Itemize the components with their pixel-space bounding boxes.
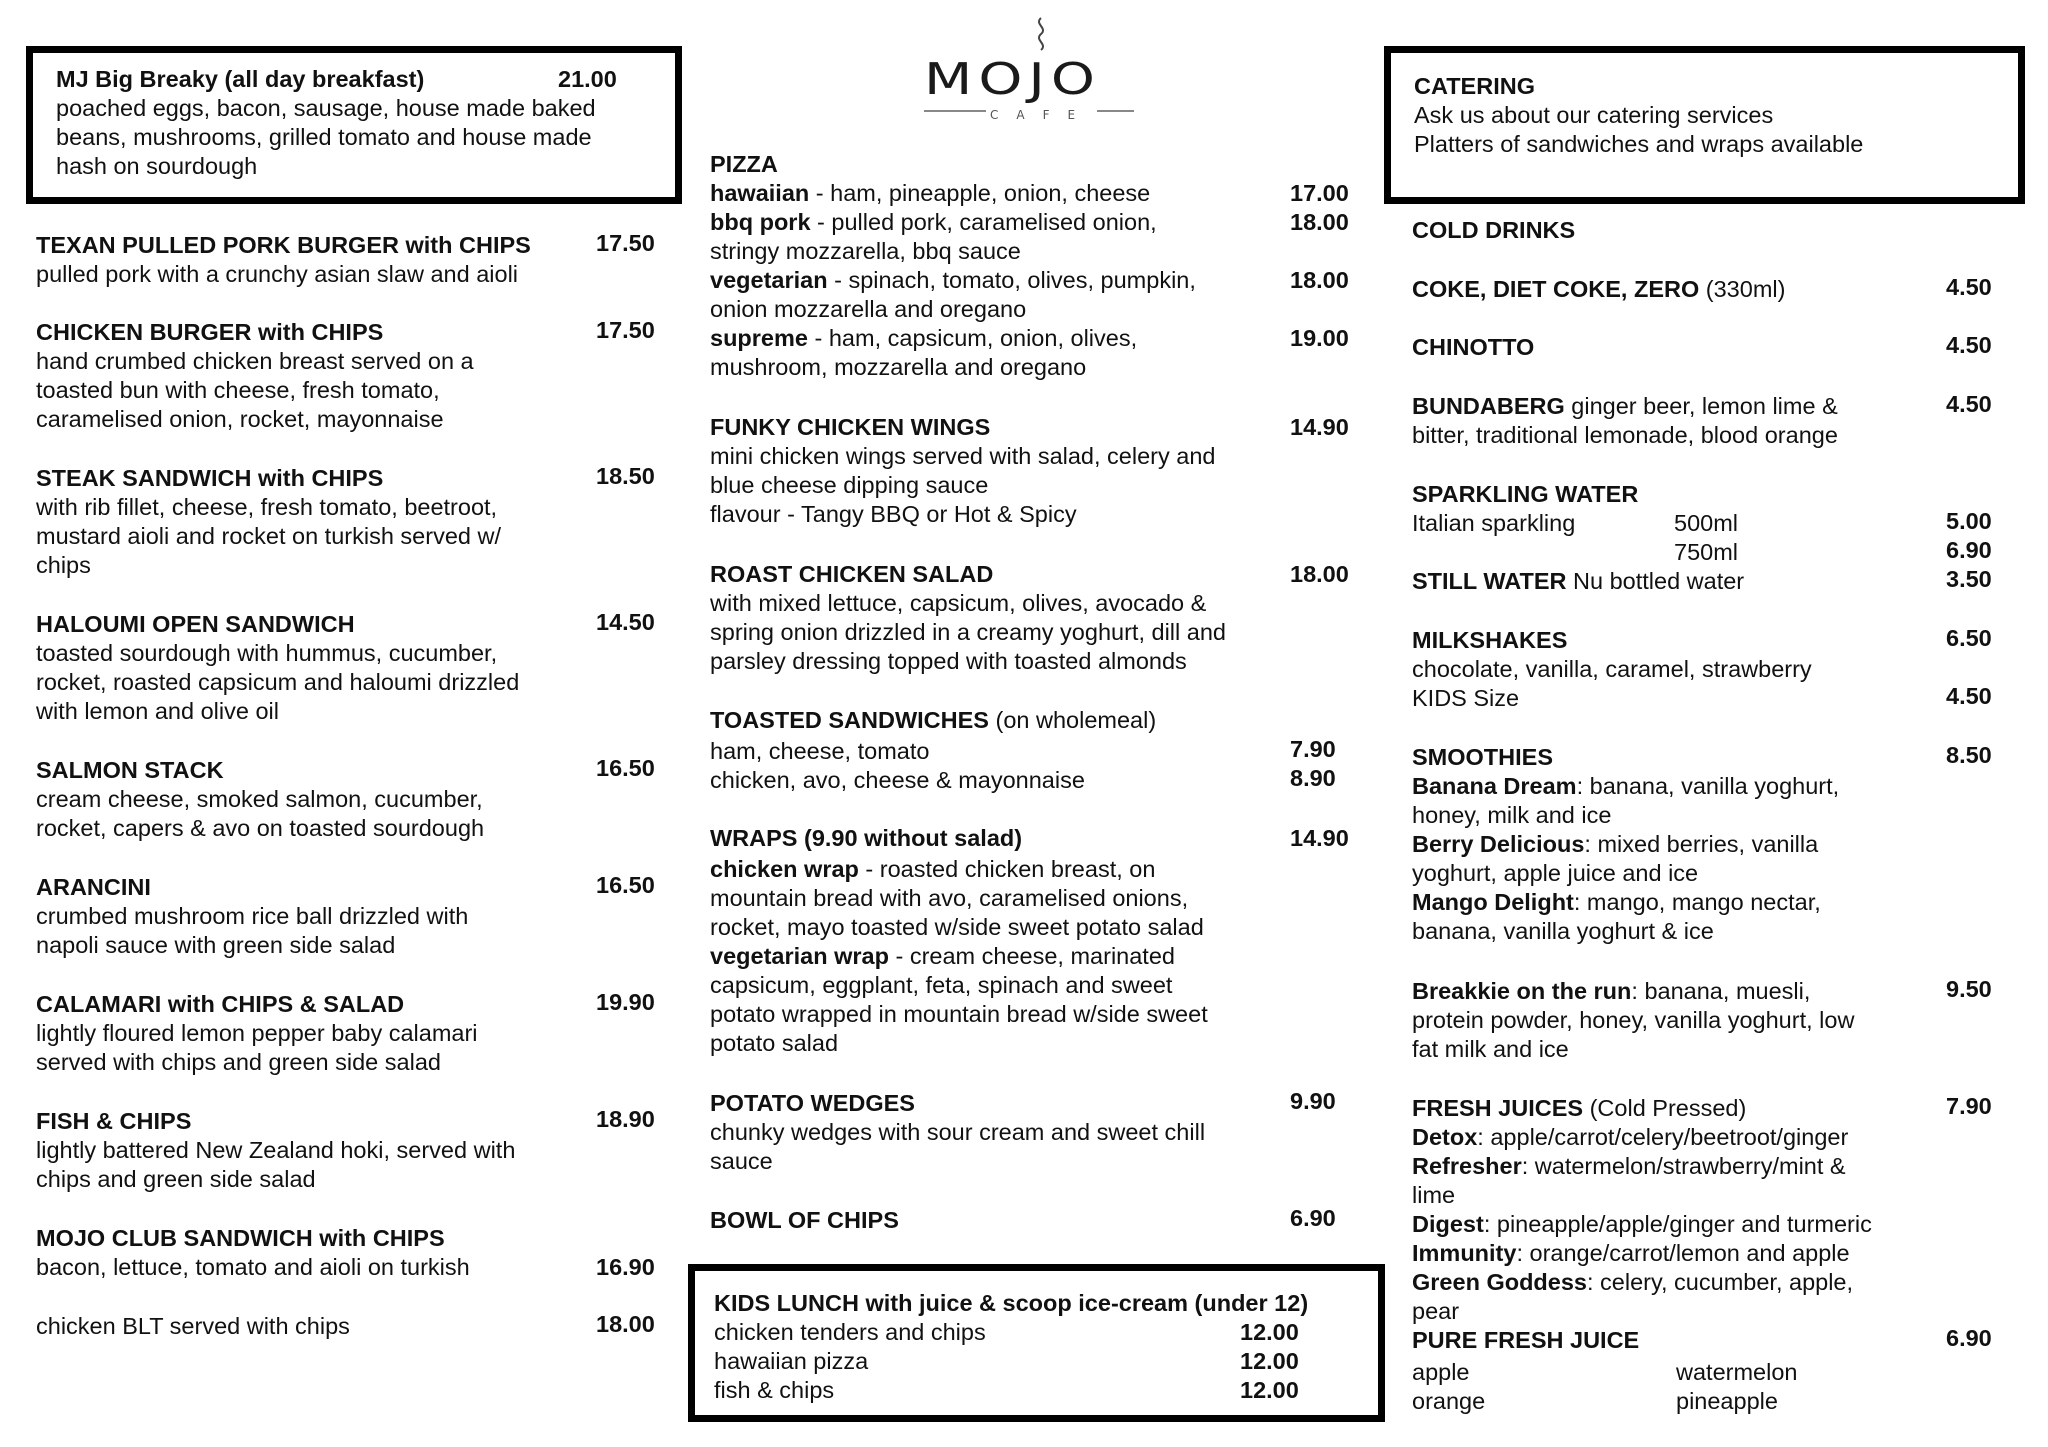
drink-desc: KIDS Size — [1412, 685, 1520, 711]
menu-item-desc: flavour - Tangy BBQ or Hot & Spicy — [710, 501, 1077, 527]
menu-item-price: 8.90 — [1290, 765, 1336, 791]
menu-item-desc: spring onion drizzled in a creamy yoghurt, dill and — [710, 619, 1226, 645]
menu-item-price: 16.50 — [596, 872, 655, 898]
drink-name: BUNDABERG — [1412, 393, 1565, 419]
section-header: PIZZA — [710, 151, 778, 177]
breakfast-desc: hash on sourdough — [56, 153, 258, 179]
pizza-desc: - ham, capsicum, onion, olives, — [807, 325, 1138, 351]
wrap-desc: potato salad — [710, 1030, 839, 1056]
pure-juice-option: apple — [1412, 1359, 1470, 1385]
menu-item-desc: toasted sourdough with hummus, cucumber, — [36, 640, 498, 666]
breakfast-title: MJ Big Breaky (all day breakfast) — [56, 66, 425, 92]
kids-item: hawaiian pizza — [714, 1348, 869, 1374]
drink-name: STILL WATER — [1412, 568, 1567, 594]
menu-item-desc: pulled pork with a crunchy asian slaw and aioli — [36, 261, 519, 287]
pure-juice-option: watermelon — [1676, 1359, 1798, 1385]
menu-item-price: 7.90 — [1290, 736, 1336, 762]
smoothie-desc: : banana, vanilla yoghurt, — [1576, 773, 1840, 799]
drink-size: 500ml — [1674, 510, 1739, 536]
kids-item: fish & chips — [714, 1377, 835, 1403]
pizza-item — [710, 324, 1137, 354]
menu-item-desc: with lemon and olive oil — [36, 698, 279, 724]
menu-item-desc: ham, cheese, tomato — [710, 738, 930, 764]
juice-desc: : watermelon/strawberry/mint & — [1521, 1153, 1846, 1179]
menu-item-price: 19.90 — [596, 989, 655, 1015]
drink-item — [1412, 1094, 1746, 1124]
drink-note: ginger beer, lemon lime & — [1564, 393, 1838, 419]
smoothie-item — [1412, 888, 1821, 918]
juice-name: Detox — [1412, 1124, 1478, 1150]
pizza-desc: - ham, pineapple, onion, cheese — [809, 180, 1151, 206]
logo-wordmark: MOJO — [924, 54, 1101, 105]
menu-item-desc: chunky wedges with sour cream and sweet chill — [710, 1119, 1206, 1145]
smoothie-name: Banana Dream — [1412, 773, 1577, 799]
juice-name: Immunity — [1412, 1240, 1517, 1266]
menu-item-price: 18.50 — [596, 463, 655, 489]
drink-price: 3.50 — [1946, 566, 1992, 592]
juice-item — [1412, 1210, 1872, 1240]
menu-item-price: 14.90 — [1290, 414, 1349, 440]
breakfast-desc: poached eggs, bacon, sausage, house made baked — [56, 95, 596, 121]
menu-item-price: 17.50 — [596, 317, 655, 343]
menu-item-name: ROAST CHICKEN SALAD — [710, 561, 994, 587]
drink-price: 4.50 — [1946, 274, 1992, 300]
menu-item-desc: with mixed lettuce, capsicum, olives, avocado & — [710, 590, 1207, 616]
menu-item-name: MOJO CLUB SANDWICH with CHIPS — [36, 1225, 445, 1251]
menu-item-price: 18.00 — [1290, 561, 1349, 587]
kids-title: KIDS LUNCH with juice & scoop ice-cream (under 12) — [714, 1290, 1309, 1316]
menu-item-name: FISH & CHIPS — [36, 1108, 192, 1134]
menu-item-price: 16.50 — [596, 755, 655, 781]
drink-note: (330ml) — [1699, 276, 1786, 302]
smoothie-desc: yoghurt, apple juice and ice — [1412, 860, 1699, 886]
smoothie-desc: honey, milk and ice — [1412, 802, 1612, 828]
pizza-name: hawaiian — [710, 180, 810, 206]
pure-juice-option: pineapple — [1676, 1388, 1778, 1414]
drink-price: 9.50 — [1946, 976, 1992, 1002]
juice-item — [1412, 1239, 1850, 1269]
drink-desc: protein powder, honey, vanilla yoghurt, low — [1412, 1007, 1855, 1033]
menu-item-name: HALOUMI OPEN SANDWICH — [36, 611, 355, 637]
drink-price: 6.50 — [1946, 625, 1992, 651]
menu-item-price: 14.50 — [596, 609, 655, 635]
kids-price: 12.00 — [1240, 1319, 1299, 1345]
drink-price: 6.90 — [1946, 1325, 1992, 1351]
drink-note: Nu bottled water — [1566, 568, 1745, 594]
drink-price: 4.50 — [1946, 391, 1992, 417]
juice-name: Refresher — [1412, 1153, 1522, 1179]
pizza-desc: - pulled pork, caramelised onion, — [810, 209, 1157, 235]
menu-item-desc: mustard aioli and rocket on turkish served w/ — [36, 523, 501, 549]
pizza-price: 18.00 — [1290, 209, 1349, 235]
menu-item-desc: bacon, lettuce, tomato and aioli on turkish — [36, 1254, 470, 1280]
wrap-desc: mountain bread with avo, caramelised onions, — [710, 885, 1189, 911]
drink-desc: bitter, traditional lemonade, blood orange — [1412, 422, 1838, 448]
pizza-price: 19.00 — [1290, 325, 1349, 351]
menu-item-name: SALMON STACK — [36, 757, 224, 783]
wrap-name: vegetarian wrap — [710, 943, 889, 969]
drink-name: FRESH JUICES — [1412, 1095, 1584, 1121]
drink-desc: : banana, muesli, — [1631, 978, 1811, 1004]
menu-item-desc: served with chips and green side salad — [36, 1049, 441, 1075]
menu-item-name: BOWL OF CHIPS — [710, 1207, 899, 1233]
pizza-desc: mushroom, mozzarella and oregano — [710, 354, 1087, 380]
menu-item-name: STEAK SANDWICH with CHIPS — [36, 465, 384, 491]
menu-item-price: 9.90 — [1290, 1088, 1336, 1114]
menu-item-name: TEXAN PULLED PORK BURGER with CHIPS — [36, 232, 531, 258]
catering-line: Ask us about our catering services — [1414, 102, 1774, 128]
juice-desc: lime — [1412, 1182, 1456, 1208]
smoothie-desc: : mango, mango nectar, — [1573, 889, 1821, 915]
menu-item-name: POTATO WEDGES — [710, 1090, 915, 1116]
drink-desc: chocolate, vanilla, caramel, strawberry — [1412, 656, 1812, 682]
juice-item — [1412, 1268, 1853, 1298]
menu-item-name: ARANCINI — [36, 874, 151, 900]
menu-item-desc: chips — [36, 552, 91, 578]
pizza-price: 17.00 — [1290, 180, 1349, 206]
drink-name: PURE FRESH JUICE — [1412, 1327, 1640, 1353]
menu-item-name: WRAPS (9.90 without salad) — [710, 825, 1023, 851]
drink-item — [1412, 567, 1744, 597]
juice-item — [1412, 1123, 1848, 1153]
pizza-desc: stringy mozzarella, bbq sauce — [710, 238, 1021, 264]
pizza-item — [710, 266, 1196, 296]
menu-item-desc: toasted bun with cheese, fresh tomato, — [36, 377, 440, 403]
wrap-desc: potato wrapped in mountain bread w/side sweet — [710, 1001, 1208, 1027]
menu-item-desc: crumbed mushroom rice ball drizzled with — [36, 903, 469, 929]
pizza-desc: - spinach, tomato, olives, pumpkin, — [827, 267, 1196, 293]
drink-name: SMOOTHIES — [1412, 744, 1554, 770]
wrap-desc: - cream cheese, marinated — [888, 943, 1175, 969]
drink-note: (Cold Pressed) — [1583, 1095, 1747, 1121]
smoothie-desc: : mixed berries, vanilla — [1584, 831, 1819, 857]
wrap-desc: capsicum, eggplant, feta, spinach and sweet — [710, 972, 1173, 998]
kids-price: 12.00 — [1240, 1377, 1299, 1403]
juice-desc: : celery, cucumber, apple, — [1587, 1269, 1854, 1295]
smoothie-item — [1412, 772, 1839, 802]
smoothie-desc: banana, vanilla yoghurt & ice — [1412, 918, 1714, 944]
menu-item-price: 18.90 — [596, 1106, 655, 1132]
pizza-name: supreme — [710, 325, 808, 351]
menu-item-price: 18.00 — [596, 1311, 655, 1337]
drink-item — [1412, 275, 1785, 305]
menu-item-desc: napoli sauce with green side salad — [36, 932, 396, 958]
smoothie-name: Mango Delight — [1412, 889, 1574, 915]
catering-title: CATERING — [1414, 73, 1535, 99]
smoothie-item — [1412, 830, 1818, 860]
menu-item-desc: caramelised onion, rocket, mayonnaise — [36, 406, 444, 432]
menu-item-desc: lightly floured lemon pepper baby calamari — [36, 1020, 478, 1046]
kids-item: chicken tenders and chips — [714, 1319, 986, 1345]
pizza-item — [710, 179, 1150, 209]
juice-desc: pear — [1412, 1298, 1460, 1324]
menu-item-desc: hand crumbed chicken breast served on a — [36, 348, 474, 374]
wrap-desc: - roasted chicken breast, on — [858, 856, 1156, 882]
juice-name: Green Goddess — [1412, 1269, 1587, 1295]
pizza-desc: onion mozzarella and oregano — [710, 296, 1027, 322]
breakfast-desc: beans, mushrooms, grilled tomato and house made — [56, 124, 592, 150]
menu-item-desc: sauce — [710, 1148, 773, 1174]
wrap-item — [710, 855, 1155, 885]
menu-item-desc: chips and green side salad — [36, 1166, 316, 1192]
wrap-name: chicken wrap — [710, 856, 859, 882]
juice-name: Digest — [1412, 1211, 1484, 1237]
menu-item-price: 14.90 — [1290, 825, 1349, 851]
wrap-item — [710, 942, 1175, 972]
menu-item-desc: mini chicken wings served with salad, celery and — [710, 443, 1216, 469]
drink-price: 4.50 — [1946, 332, 1992, 358]
pizza-name: vegetarian — [710, 267, 828, 293]
pizza-price: 18.00 — [1290, 267, 1349, 293]
menu-item-desc: rocket, capers & avo on toasted sourdough — [36, 815, 485, 841]
menu-item-price: 6.90 — [1290, 1205, 1336, 1231]
drink-price: 5.00 — [1946, 508, 1992, 534]
menu-item-desc: chicken BLT served with chips — [36, 1313, 350, 1339]
juice-desc: : orange/carrot/lemon and apple — [1516, 1240, 1850, 1266]
pure-juice-option: orange — [1412, 1388, 1486, 1414]
menu-item-name: CALAMARI with CHIPS & SALAD — [36, 991, 405, 1017]
menu-item-note: (on wholemeal) — [988, 707, 1157, 733]
drink-name: CHINOTTO — [1412, 334, 1535, 360]
menu-item-desc: lightly battered New Zealand hoki, served with — [36, 1137, 516, 1163]
pizza-name: bbq pork — [710, 209, 811, 235]
menu-item-desc: blue cheese dipping sauce — [710, 472, 989, 498]
drink-price: 8.50 — [1946, 742, 1992, 768]
menu-item-desc: cream cheese, smoked salmon, cucumber, — [36, 786, 483, 812]
drink-item — [1412, 392, 1838, 422]
menu-item-desc: rocket, roasted capsicum and haloumi drizzled — [36, 669, 520, 695]
drink-name: SPARKLING WATER — [1412, 481, 1639, 507]
menu-item-price: 16.90 — [596, 1254, 655, 1280]
menu-item-desc: parsley dressing topped with toasted almonds — [710, 648, 1187, 674]
juice-desc: : pineapple/apple/ginger and turmeric — [1483, 1211, 1872, 1237]
drink-desc: fat milk and ice — [1412, 1036, 1569, 1062]
menu-item-desc: chicken, avo, cheese & mayonnaise — [710, 767, 1085, 793]
menu-item-desc: with rib fillet, cheese, fresh tomato, beetroot, — [36, 494, 498, 520]
drink-name: COKE, DIET COKE, ZERO — [1412, 276, 1700, 302]
wrap-desc: rocket, mayo toasted w/side sweet potato salad — [710, 914, 1204, 940]
juice-item — [1412, 1152, 1846, 1182]
drink-price: 4.50 — [1946, 683, 1992, 709]
drink-price: 6.90 — [1946, 537, 1992, 563]
menu-item-name: FUNKY CHICKEN WINGS — [710, 414, 991, 440]
juice-desc: : apple/carrot/celery/beetroot/ginger — [1477, 1124, 1849, 1150]
drink-size: 750ml — [1674, 539, 1739, 565]
drink-name: Breakkie on the run — [1412, 978, 1632, 1004]
menu-item-name: CHICKEN BURGER with CHIPS — [36, 319, 384, 345]
menu-item-price: 17.50 — [596, 230, 655, 256]
toasted-header — [710, 706, 1156, 736]
section-header: COLD DRINKS — [1412, 217, 1576, 243]
drink-price: 7.90 — [1946, 1093, 1992, 1119]
kids-price: 12.00 — [1240, 1348, 1299, 1374]
catering-line: Platters of sandwiches and wraps available — [1414, 131, 1864, 157]
logo-sub: CAFE — [986, 108, 1097, 122]
breakfast-price: 21.00 — [558, 66, 617, 92]
menu-item-name: TOASTED SANDWICHES — [710, 707, 989, 733]
smoothie-name: Berry Delicious — [1412, 831, 1585, 857]
pizza-item — [710, 208, 1157, 238]
drink-name: MILKSHAKES — [1412, 627, 1568, 653]
drink-desc: Italian sparkling — [1412, 510, 1576, 536]
steam-icon — [1030, 16, 1052, 52]
drink-item — [1412, 977, 1810, 1007]
